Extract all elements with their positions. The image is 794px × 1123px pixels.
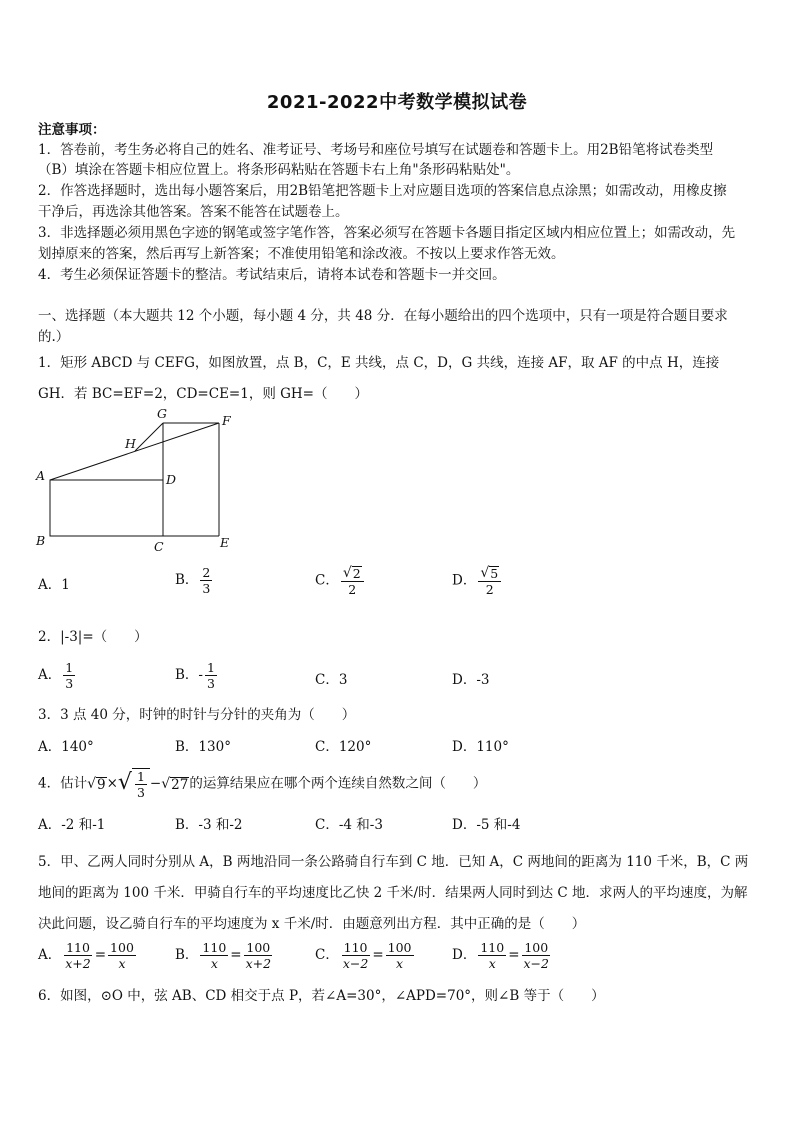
section-heading: 的.） <box>38 329 70 345</box>
q3-option-b: B．130° <box>175 739 231 755</box>
q1-option-b: B． $\frac{2}{3}$ <box>175 565 211 596</box>
question-5-stem: 地间的距离为 100 千米．甲骑自行车的平均速度比乙快 2 千米/时．结果两人同时到达 C 地．求两人的平均速度，为解 <box>38 885 748 901</box>
notice-line: 3．非选择题必须用黑色字迹的钢笔或签字笔作答，答案必须写在答题卡各题目指定区域内相应位置上；如需改动，先 <box>38 225 736 241</box>
q4-option-d: D．-5 和-4 <box>452 817 521 833</box>
question-1-stem: 1．矩形 ABCD 与 CEFG，如图放置，点 B，C，E 共线，点 C，D，G 共线，连接 AF，取 AF 的中点 H，连接 <box>38 355 720 371</box>
notice-line: 4．考生必须保证答题卡的整洁。考试结束后，请将本试卷和答题卡一并交回。 <box>38 267 506 283</box>
q4-option-a: A．-2 和-1 <box>38 817 106 833</box>
notice-line: 1．答卷前，考生务必将自己的姓名、准考证号、考场号和座位号填写在试题卷和答题卡上。用2B铅笔将试卷类型 <box>38 142 714 158</box>
question-5-stem: 5．甲、乙两人同时分别从 A，B 两地沿同一条公路骑自行车到 C 地．已知 A，C 两地间的距离为 110 千米，B，C 两 <box>38 854 749 870</box>
q3-option-a: A．140° <box>38 739 94 755</box>
question-6-stem: 6．如图，⊙O 中，弦 AB、CD 相交于点 P，若∠A=30°，∠APD=70°，则∠B 等于（ ） <box>38 988 605 1004</box>
point-label-g: G <box>157 406 167 421</box>
point-label-c: C <box>154 539 164 554</box>
segment-af <box>50 423 219 480</box>
q4-option-b: B．-3 和-2 <box>175 817 243 833</box>
q2-option-d: D．-3 <box>452 672 490 688</box>
q1-option-c: C． √ 2 2 <box>315 565 366 597</box>
q2-option-a: A． $\frac{1}{3}$ <box>38 660 74 691</box>
question-3-stem: 3．3 点 40 分，时钟的时针与分针的夹角为（ ） <box>38 707 356 723</box>
q1-option-a: A．1 <box>38 577 70 593</box>
q5-option-b: B． $\frac{110}{x}$ = $\frac{100}{x+2}$ <box>175 940 272 971</box>
question-2-stem: 2．|-3|=（ ） <box>38 629 148 645</box>
q3-option-d: D．110° <box>452 739 509 755</box>
point-label-d: D <box>166 472 177 487</box>
point-label-b: B <box>36 533 46 548</box>
point-label-e: E <box>220 535 230 550</box>
question-1-figure <box>30 404 250 556</box>
q4-option-c: C．-4 和-3 <box>315 817 383 833</box>
q5-option-c: C． $\frac{110}{x-2}$ = $\frac{100}{x}$ <box>315 940 412 971</box>
notice-line: 2．作答选择题时，选出每小题答案后，用2B铅笔把答题卡上对应题目选项的答案信息点涂黑；如需改动，用橡皮擦 <box>38 183 727 199</box>
question-4-stem: 4．估计 √ 9 × √ $\frac{1}{3}$ − √ 27 的运算结果应在哪个两个连续自然数之间（ ） <box>38 769 487 800</box>
point-label-f: F <box>222 413 231 428</box>
notice-line: 干净后，再选涂其他答案。答案不能答在试题卷上。 <box>38 204 349 220</box>
section-heading: 一、选择题（本大题共 12 个小题，每小题 4 分，共 48 分．在每小题给出的四个选项中，只有一项是符合题目要求 <box>38 308 728 324</box>
q2-option-b: B．- $\frac{1}{3}$ <box>175 660 215 691</box>
q2-option-c: C．3 <box>315 672 348 688</box>
question-1-stem: GH．若 BC=EF=2，CD=CE=1，则 GH=（ ） <box>38 386 368 402</box>
point-label-a: A <box>36 468 46 483</box>
q3-option-c: C．120° <box>315 739 372 755</box>
notice-line: （B）填涂在答题卡相应位置上。将条形码粘贴在答题卡右上角"条形码粘贴处"。 <box>38 162 520 178</box>
question-5-stem: 决此问题，设乙骑自行车的平均速度为 x 千米/时．由题意列出方程．其中正确的是（ ） <box>38 916 586 932</box>
q5-option-d: D． $\frac{110}{x}$ = $\frac{100}{x-2}$ <box>452 940 549 971</box>
page-title: 2021-2022中考数学模拟试卷 <box>266 92 528 113</box>
point-label-h: H <box>125 436 136 451</box>
q5-option-a: A． $\frac{110}{x+2}$ = $\frac{100}{x}$ <box>38 940 134 971</box>
q1-option-d: D． √ 5 2 <box>452 565 503 597</box>
notice-heading: 注意事项： <box>38 122 106 138</box>
rectangle-abcd <box>50 480 163 536</box>
notice-line: 划掉原来的答案，然后再写上新答案；不准使用铅笔和涂改液。不按以上要求作答无效。 <box>38 246 565 262</box>
